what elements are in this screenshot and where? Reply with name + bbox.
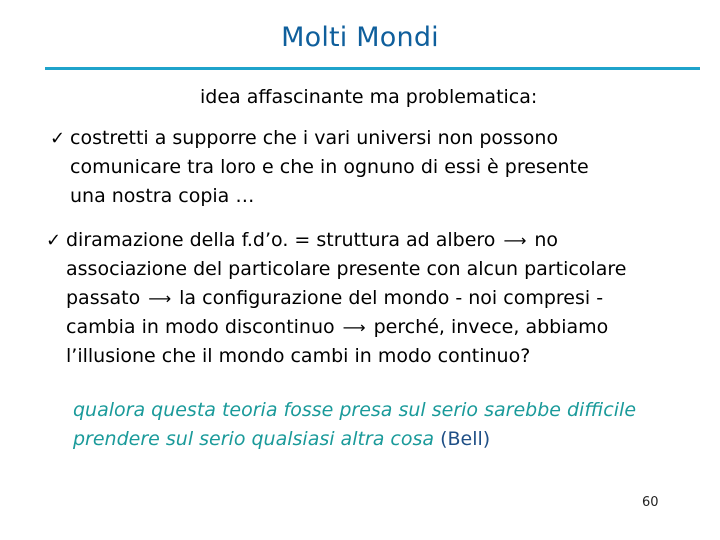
quote-line (73, 425, 636, 454)
intro-text: idea affascinante ma problematica: (200, 86, 538, 108)
bullet-line: costretti a supporre che i vari universi non possono (70, 127, 559, 149)
bullet-item-branching (46, 226, 626, 371)
bell-quote (73, 396, 636, 454)
page-number: 60 (642, 495, 659, 510)
arrow-right-icon: ⟶ (503, 231, 527, 250)
arrow-right-icon: ⟶ (342, 318, 366, 337)
slide-title: Molti Mondi (281, 22, 439, 53)
checkmark-icon: ✓ (50, 128, 66, 149)
bullet-item-copies (50, 124, 589, 211)
arrow-right-icon: ⟶ (148, 289, 172, 308)
quote-author: (Bell) (440, 428, 491, 450)
bullet-line: comunicare tra loro e che in ognuno di essi è presente (70, 156, 589, 178)
checkmark-icon: ✓ (46, 230, 62, 251)
bullet-text: la configurazione del mondo - noi compresi - (179, 287, 604, 309)
bullet-text: diramazione della f.d’o. = struttura ad albero (66, 229, 496, 251)
bullet-text: perché, invece, abbiamo (373, 316, 609, 338)
bullet-line (46, 284, 626, 313)
quote-line: qualora questa teoria fosse presa sul serio sarebbe difficile (73, 399, 637, 421)
bullet-line: associazione del particolare presente con alcun particolare (66, 258, 627, 280)
bullet-text: cambia in modo discontinuo (66, 316, 335, 338)
bullet-text: no (534, 229, 559, 251)
bullet-line (46, 313, 626, 342)
bullet-line: una nostra copia … (70, 185, 255, 207)
quote-text: prendere sul serio qualsiasi altra cosa (73, 428, 441, 450)
bullet-text: passato (66, 287, 141, 309)
bullet-line (46, 226, 626, 255)
title-divider (45, 67, 700, 70)
bullet-line: l’illusione che il mondo cambi in modo continuo? (66, 345, 531, 367)
